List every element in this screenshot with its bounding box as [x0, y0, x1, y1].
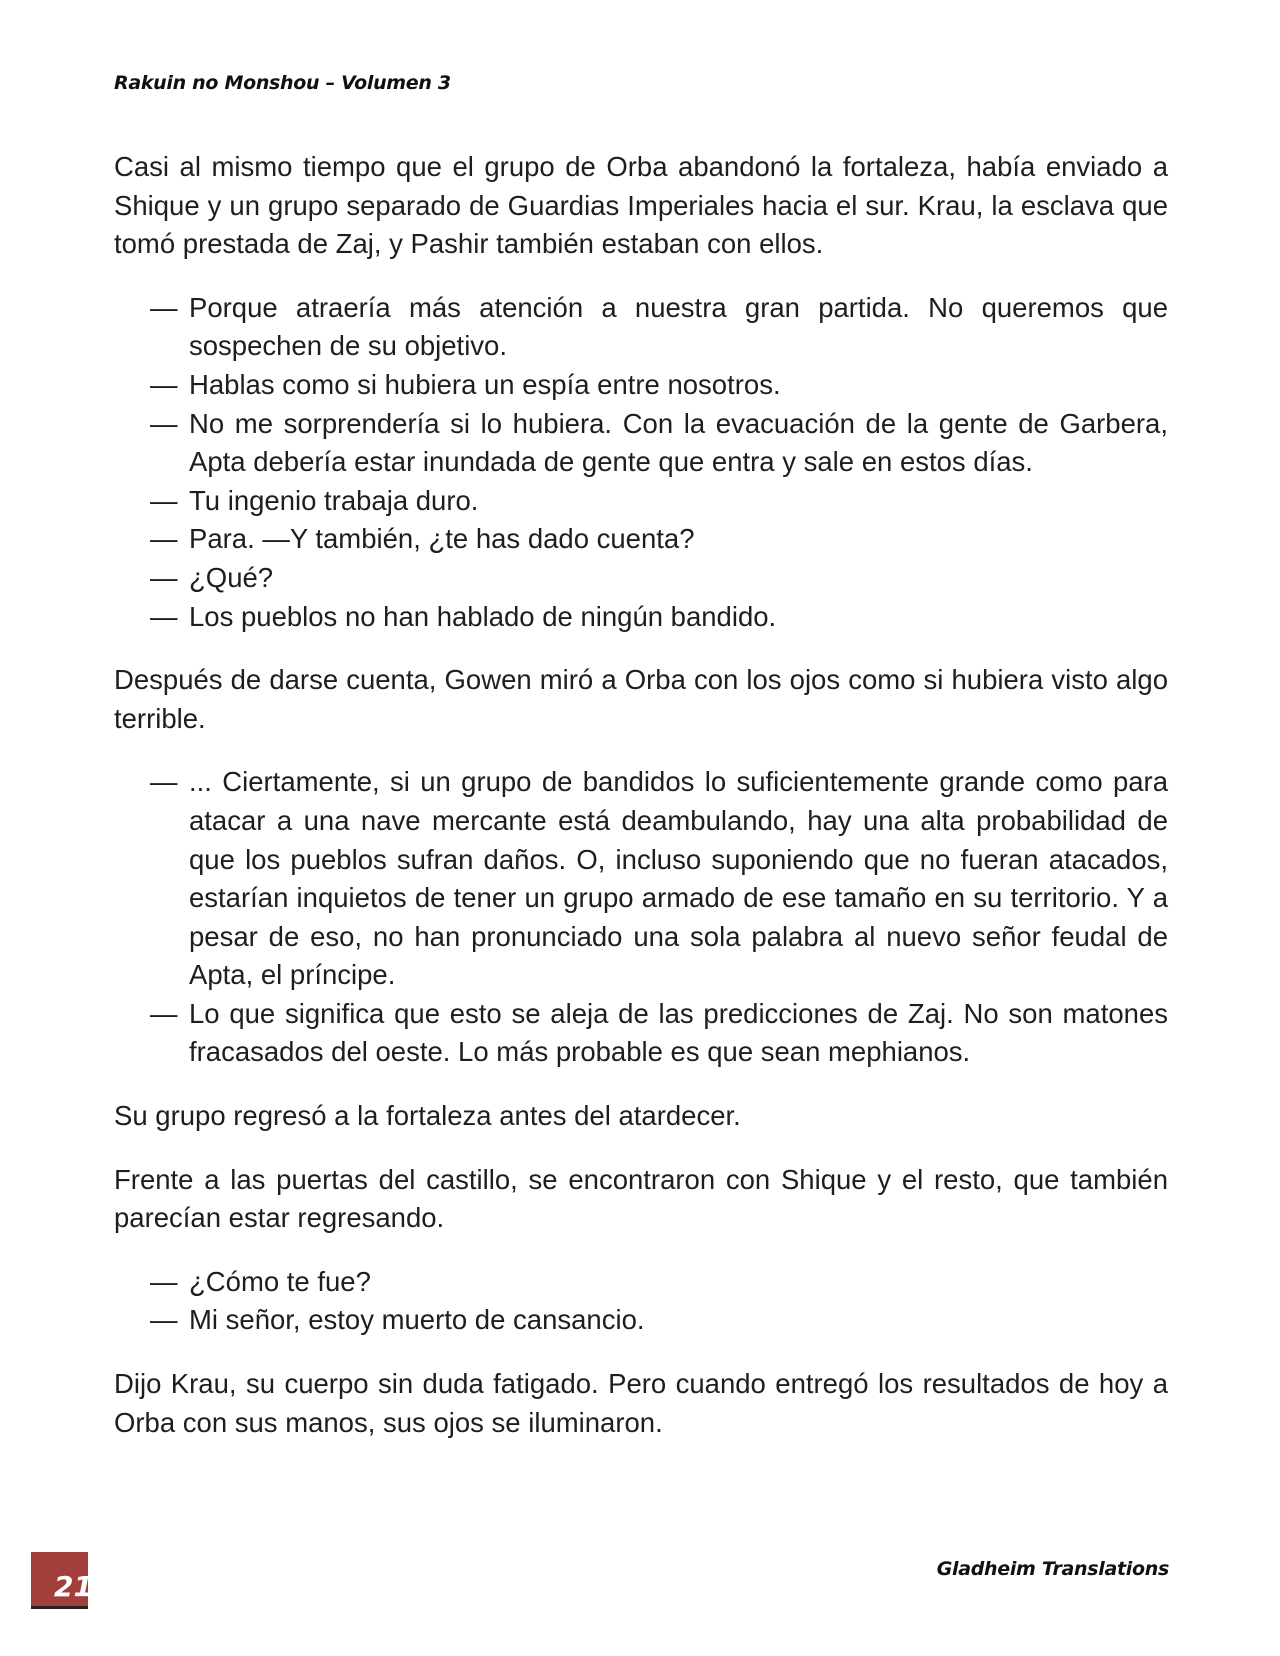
- dialogue-block: [114, 289, 1168, 636]
- dialogue-line: [114, 520, 1168, 559]
- dialogue-text: Tu ingenio trabaja duro.: [189, 484, 479, 516]
- dialogue-text: Hablas como si hubiera un espía entre nosotros.: [189, 368, 781, 400]
- dialogue-text: ¿Cómo te fue?: [189, 1265, 371, 1297]
- page-number-underline: [31, 1606, 88, 1609]
- dialogue-text: ... Ciertamente, si un grupo de bandidos lo suficientemente grande como para atacar a una nave mercante está deambulando, hay una alta probabilidad de que los pueblos sufran daños. O, incluso suponiendo que no fueran atacados, estarían inquietos de tener un grupo armado de ese tamaño en su territorio. Y a pesar de eso, no han pronunciado una sola palabra al nuevo señor feudal de Apta, el príncipe.: [189, 766, 1168, 991]
- dialogue-line: [114, 1263, 1168, 1302]
- dialogue-dash: —: [150, 600, 178, 632]
- dialogue-dash: —: [150, 523, 178, 555]
- dialogue-dash: —: [150, 368, 178, 400]
- dialogue-block: [114, 1263, 1168, 1340]
- dialogue-text: Los pueblos no han hablado de ningún bandido.: [189, 600, 777, 632]
- dialogue-line: [114, 995, 1168, 1072]
- dialogue-dash: —: [150, 997, 178, 1029]
- paragraph: Frente a las puertas del castillo, se encontraron con Shique y el resto, que también parecían estar regresando.: [114, 1163, 1168, 1234]
- paragraph: Después de darse cuenta, Gowen miró a Orba con los ojos como si hubiera visto algo terrible.: [114, 664, 1168, 734]
- dialogue-text: ¿Qué?: [189, 561, 274, 593]
- paragraph: Su grupo regresó a la fortaleza antes del atardecer.: [114, 1100, 741, 1132]
- dialogue-line: [114, 1301, 1168, 1340]
- dialogue-text: Lo que significa que esto se aleja de las predicciones de Zaj. No son matones fracasados del oeste. Lo más probable es que sean mephianos.: [189, 997, 1168, 1068]
- dialogue-text: No me sorprendería si lo hubiera. Con la evacuación de la gente de Garbera, Apta debería estar inundada de gente que entra y sale en estos días.: [189, 407, 1168, 478]
- dialogue-text: Para. —Y también, ¿te has dado cuenta?: [189, 523, 695, 555]
- running-header: Rakuin no Monshou – Volumen 3: [114, 72, 451, 94]
- page-number: 21: [54, 1570, 93, 1603]
- dialogue-line: [114, 598, 1168, 637]
- dialogue-block: [114, 763, 1168, 1072]
- dialogue-dash: —: [150, 407, 178, 439]
- dialogue-dash: —: [150, 561, 178, 593]
- dialogue-text: Porque atraería más atención a nuestra gran partida. No queremos que sospechen de su objetivo.: [189, 291, 1168, 362]
- dialogue-dash: —: [150, 484, 178, 516]
- dialogue-line: [114, 289, 1168, 366]
- dialogue-line: [114, 763, 1168, 995]
- dialogue-text: Mi señor, estoy muerto de cansancio.: [189, 1304, 645, 1336]
- dialogue-dash: —: [150, 766, 178, 798]
- paragraph: Dijo Krau, su cuerpo sin duda fatigado. Pero cuando entregó los resultados de hoy a Orba con sus manos, sus ojos se iluminaron.: [114, 1368, 1168, 1438]
- dialogue-line: [114, 366, 1168, 405]
- dialogue-line: [114, 559, 1168, 598]
- dialogue-dash: —: [150, 1304, 178, 1336]
- dialogue-line: [114, 405, 1168, 482]
- translator-credit: Gladheim Translations: [936, 1558, 1169, 1580]
- paragraph: Casi al mismo tiempo que el grupo de Orba abandonó la fortaleza, había enviado a Shique y un grupo separado de Guardias Imperiales hacia el sur. Krau, la esclava que tomó prestada de Zaj, y Pashir también estaban con ellos.: [114, 151, 1168, 260]
- dialogue-dash: —: [150, 1265, 178, 1297]
- dialogue-dash: —: [150, 291, 178, 323]
- page-body: [114, 148, 1168, 1467]
- dialogue-line: [114, 482, 1168, 521]
